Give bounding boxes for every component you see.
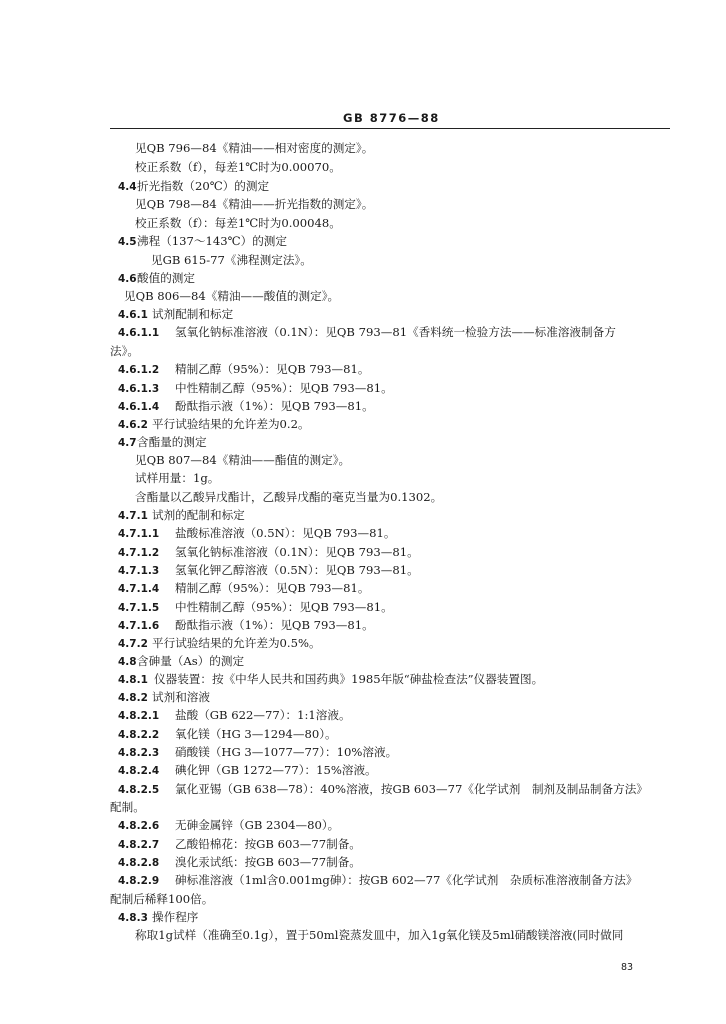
section-text: 氢氧化钠标准溶液（0.1N）：见QB 793—81。 [175, 545, 419, 559]
body-text: 法》。 [110, 344, 139, 358]
section-text: 仪器装置：按《中华人民共和国药典》1985年版“砷盐检查法”仪器装置图。 [154, 672, 544, 686]
section-number: 4.8.2.6 [118, 820, 160, 832]
section-text: 氯化亚锡（GB 638—78）：40%溶液，按GB 603—77《化学试剂 制剂及制品制备方法》 [175, 782, 648, 796]
section-text: 酚酞指示液（1%）：见QB 793—81。 [175, 399, 374, 413]
section-text: 平行试验结果的允许差为0.2。 [152, 417, 310, 431]
section-number: 4.6.1.2 [118, 364, 160, 376]
section-number: 4.8.2 [118, 692, 148, 704]
section-text: 含酯量的测定 [137, 435, 207, 449]
page-number: 83 [621, 962, 634, 973]
section-number: 4.8.2.3 [118, 747, 160, 759]
body-text: 校正系数（f）：每差1℃时为0.00048。 [135, 216, 341, 230]
section-text: 试剂配制和标定 [152, 307, 234, 321]
section-text: 折光指数（20℃）的测定 [137, 179, 270, 193]
section-number: 4.5 [118, 236, 137, 248]
section-number: 4.8.3 [118, 912, 148, 924]
section-number: 4.7.1.4 [118, 583, 160, 595]
section-number: 4.7.1.6 [118, 620, 160, 632]
section-text: 酚酞指示液（1%）：见QB 793—81。 [175, 618, 374, 632]
section-text: 氢氧化钠标准溶液（0.1N）：见QB 793—81《香料统一检验方法——标准溶液制备方 [175, 325, 616, 339]
section-number: 4.6.1 [118, 309, 148, 321]
section-text: 碘化钾（GB 1272—77）：15%溶液。 [175, 763, 377, 777]
section-text: 盐酸（GB 622—77）：1:1溶液。 [175, 708, 351, 722]
section-number: 4.8.2.4 [118, 765, 160, 777]
section-text: 含砷量（As）的测定 [137, 654, 245, 668]
section-text: 试剂的配制和标定 [152, 508, 245, 522]
section-text: 平行试验结果的允许差为0.5%。 [152, 636, 321, 650]
body-text: 配制。 [110, 800, 145, 814]
body-text: 见QB 796—84《精油——相对密度的测定》。 [135, 141, 374, 155]
section-number: 4.7.1.1 [118, 528, 160, 540]
section-text: 氧化镁（HG 3—1294—80）。 [175, 727, 337, 741]
section-text: 试剂和溶液 [152, 690, 210, 704]
section-number: 4.7.1.3 [118, 565, 160, 577]
section-text: 中性精制乙醇（95%）：见QB 793—81。 [175, 600, 393, 614]
body-text: 见QB 807—84《精油——酯值的测定》。 [135, 453, 351, 467]
section-text: 乙酸铅棉花：按GB 603—77制备。 [175, 837, 361, 851]
section-text: 盐酸标准溶液（0.5N）：见QB 793—81。 [175, 526, 396, 540]
section-number: 4.7.1.5 [118, 602, 160, 614]
section-text: 无砷金属锌（GB 2304—80）。 [175, 818, 340, 832]
section-number: 4.7 [118, 437, 137, 449]
section-number: 4.6.1.3 [118, 383, 160, 395]
body-text: 试样用量：1g。 [135, 471, 220, 485]
body-text: 见QB 806—84《精油——酸值的测定》。 [124, 289, 340, 303]
section-text: 操作程序 [152, 910, 199, 924]
section-text: 精制乙醇（95%）：见QB 793—81。 [175, 581, 370, 595]
body-text: 含酯量以乙酸异戊酯计，乙酸异戊酯的毫克当量为0.1302。 [135, 490, 443, 504]
section-number: 4.8.2.9 [118, 875, 160, 887]
section-number: 4.8.1 [118, 674, 148, 686]
page-header: GB 8776—88 [343, 111, 440, 125]
section-text: 沸程（137～143℃）的测定 [137, 234, 287, 248]
section-number: 4.6 [118, 273, 137, 285]
section-number: 4.4 [118, 181, 137, 193]
body-text: 称取1g试样（准确至0.1g），置于50ml瓷蒸发皿中，加入1g氧化镁及5ml硝酸镁溶液(同时做同 [135, 928, 624, 942]
section-text: 溴化汞试纸：按GB 603—77制备。 [175, 855, 361, 869]
section-text: 砷标准溶液（1ml含0.001mg砷）：按GB 602—77《化学试剂 杂质标准溶液制备方法》 [175, 873, 638, 887]
section-number: 4.8.2.5 [118, 784, 160, 796]
body-text: 校正系数（f），每差1℃时为0.00070。 [135, 160, 341, 174]
section-number: 4.8.2.7 [118, 839, 160, 851]
section-number: 4.7.2 [118, 638, 148, 650]
body-text: 见QB 798—84《精油——折光指数的测定》。 [135, 197, 374, 211]
section-text: 氢氧化钾乙醇溶液（0.5N）：见QB 793—81。 [175, 563, 419, 577]
body-text: 配制后稀释100倍。 [110, 892, 214, 906]
header-rule [110, 128, 670, 129]
body-text: 见GB 615-77《沸程测定法》。 [151, 253, 312, 267]
section-text: 中性精制乙醇（95%）：见QB 793—81。 [175, 381, 393, 395]
section-text: 精制乙醇（95%）：见QB 793—81。 [175, 362, 370, 376]
section-number: 4.6.2 [118, 419, 148, 431]
section-number: 4.6.1.4 [118, 401, 160, 413]
section-number: 4.6.1.1 [118, 327, 160, 339]
section-number: 4.8.2.8 [118, 857, 160, 869]
section-number: 4.7.1 [118, 510, 148, 522]
section-text: 酸值的测定 [137, 271, 195, 285]
section-number: 4.7.1.2 [118, 547, 160, 559]
section-number: 4.8 [118, 656, 137, 668]
section-number: 4.8.2.2 [118, 729, 160, 741]
section-text: 硝酸镁（HG 3—1077—77）：10%溶液。 [175, 745, 398, 759]
section-number: 4.8.2.1 [118, 710, 160, 722]
